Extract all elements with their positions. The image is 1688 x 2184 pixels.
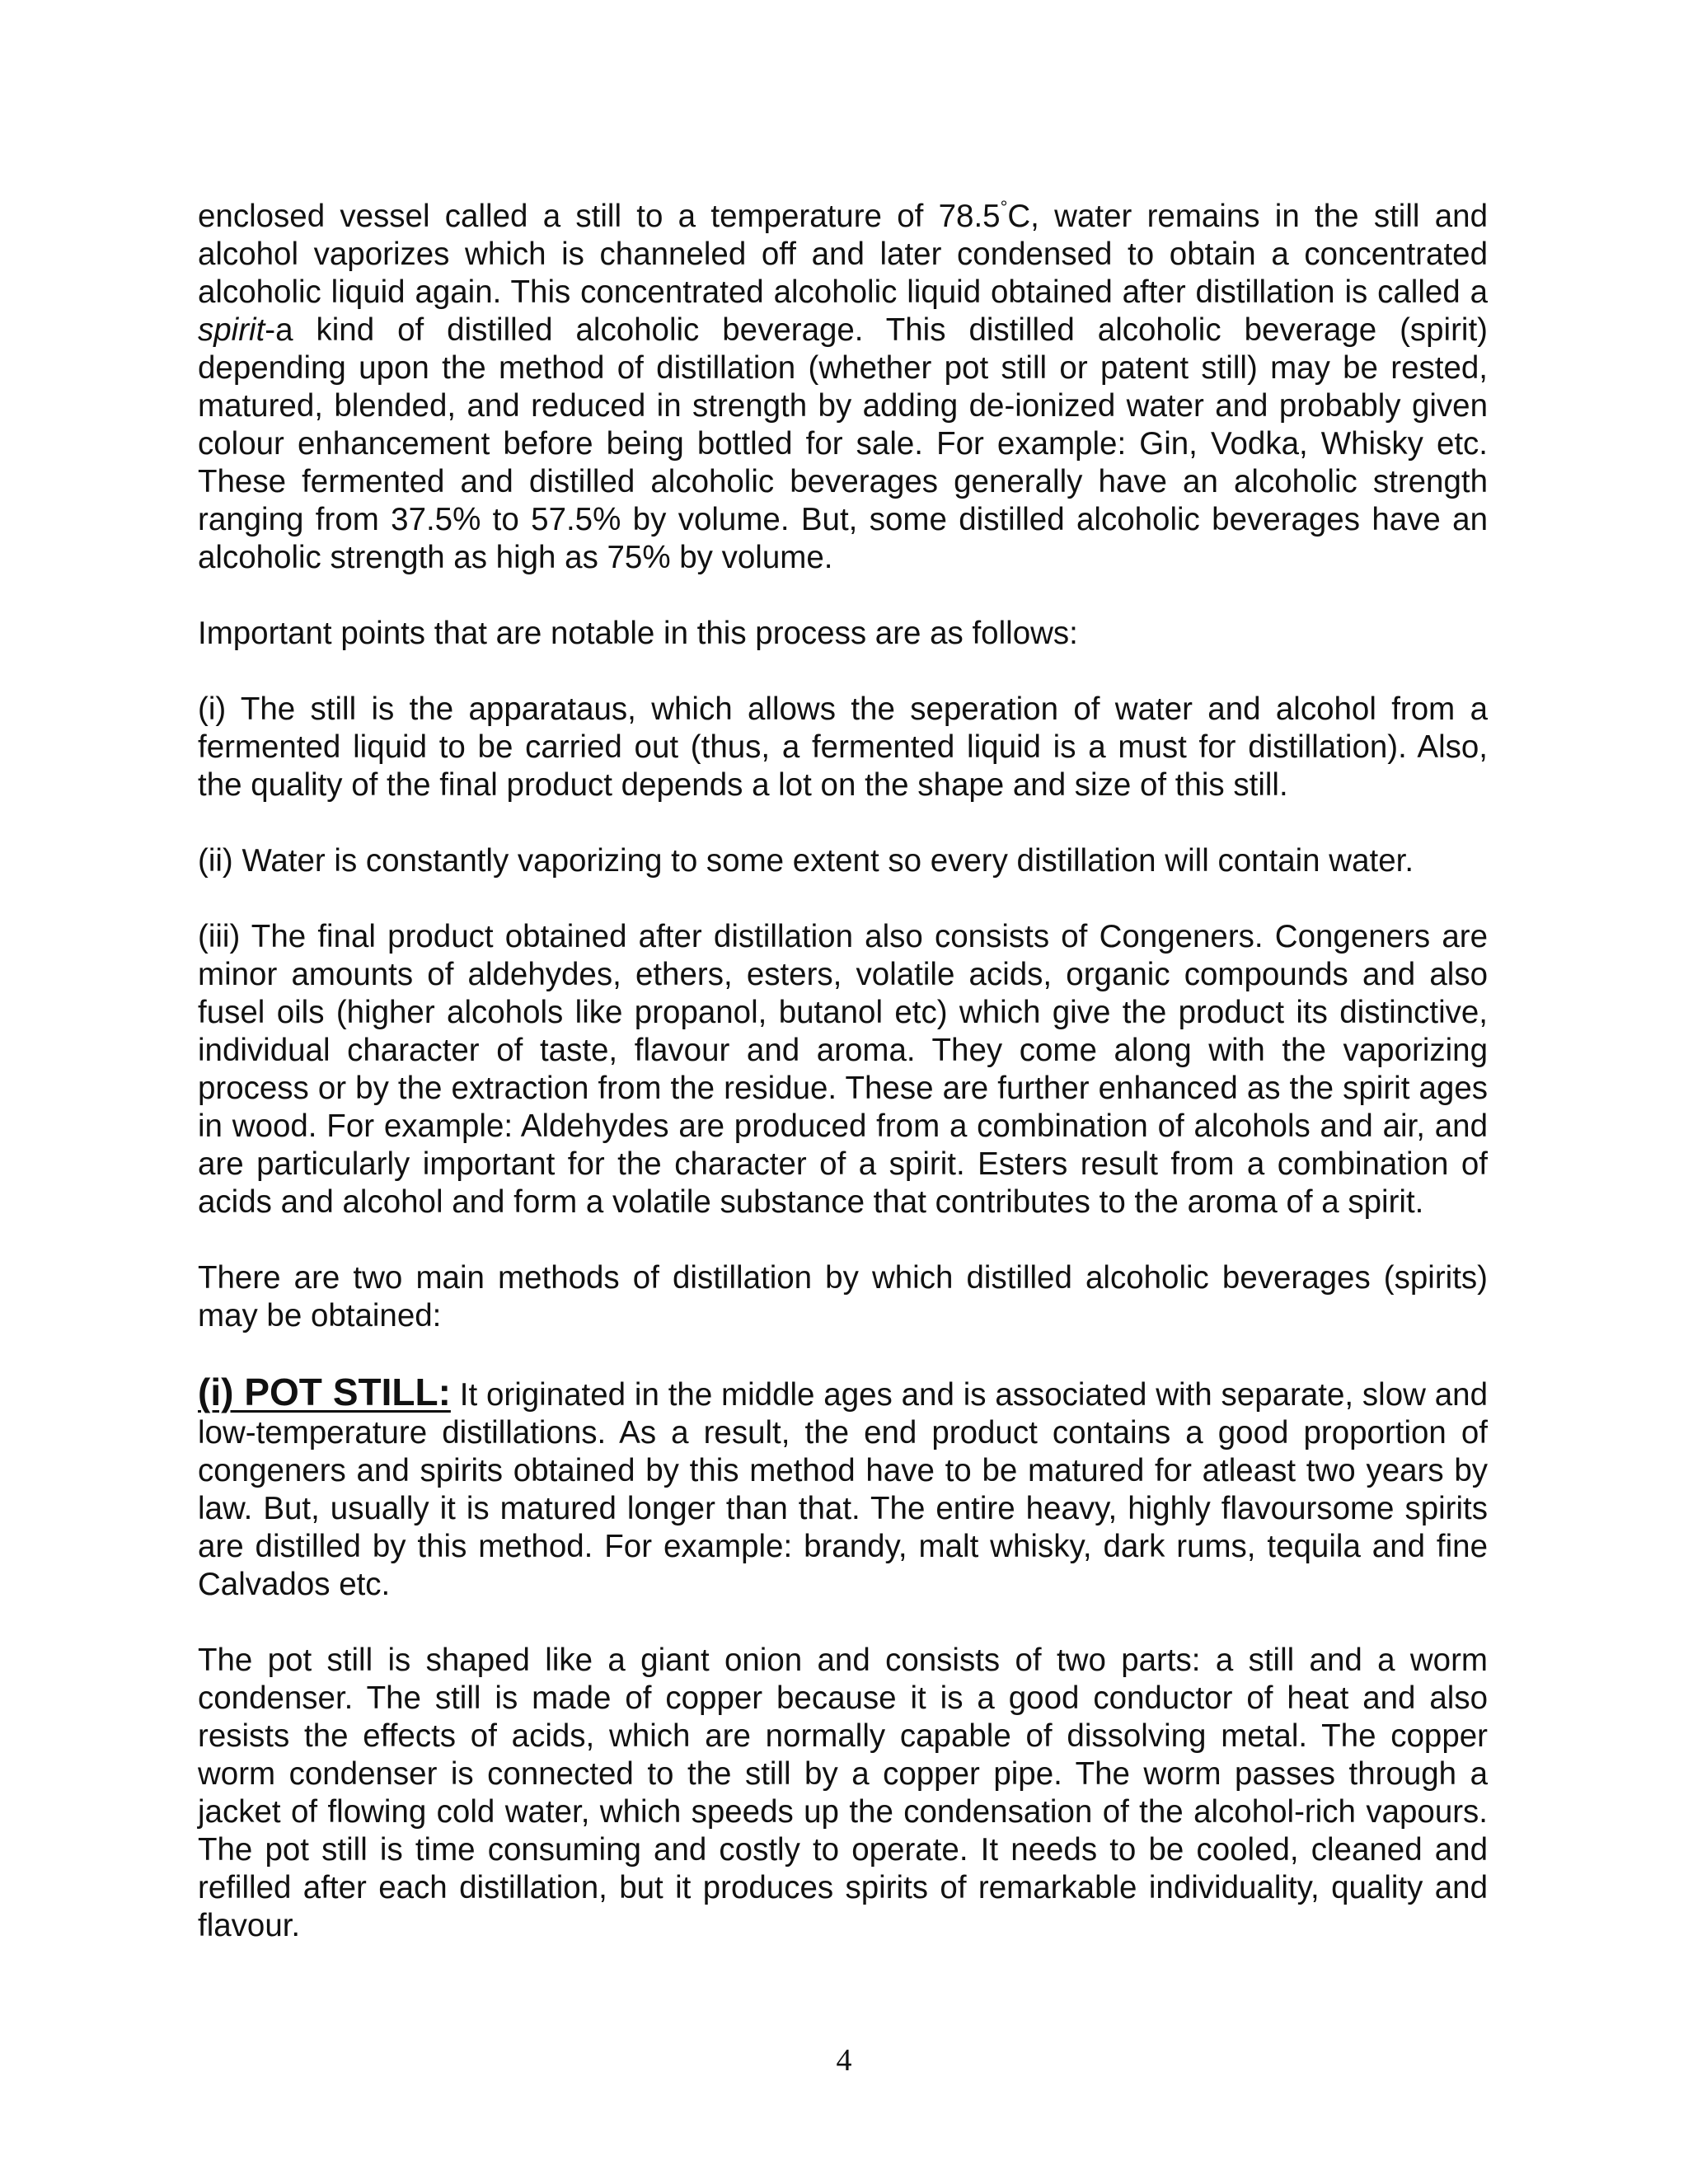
text-segment: It originated in the middle ages and is associated with separate, slow and low-temperature distillations. As a result, the end product contains a good proportion of congeners and spirits obtained by this method have to be matured for atleast two years by law. But, usually it is matured longer than that. The entire heavy, highly flavoursome spirits are distilled by this method. For example: brandy, malt whisky, dark rums, tequila and fine Calvados etc. <box>198 1377 1488 1602</box>
italic-term-spirit: spirit <box>198 312 265 348</box>
document-body <box>198 198 1488 1945</box>
paragraph-distillation-intro <box>198 198 1488 577</box>
paragraph-point-i: (i) The still is the apparataus, which allows the seperation of water and alcohol from a fermented liquid to be carried out (thus, a fermented liquid is a must for distillation). Also, the quality of the final product depends a lot on the shape and size of this still. <box>198 691 1488 803</box>
text-segment: C, water remains in the still and alcohol vaporizes which is channeled off and later condensed to obtain a concentrated alcoholic liquid again. This concentrated alcoholic liquid obtained after distillation is called a <box>198 199 1488 310</box>
paragraph-important-points: Important points that are notable in this process are as follows: <box>198 616 1078 651</box>
page-number: 4 <box>836 2043 852 2078</box>
paragraph-point-ii: (ii) Water is constantly vaporizing to some extent so every distillation will contain water. <box>198 843 1414 879</box>
paragraph-two-methods: There are two main methods of distillation by which distilled alcoholic beverages (spirits) may be obtained: <box>198 1260 1488 1333</box>
text-segment: -a kind of distilled alcoholic beverage. This distilled alcoholic beverage (spirit) depending upon the method of distillation (whether pot still or patent still) may be rested, matured, blended, and reduced in strength by adding de-ionized water and probably given colour enhancement before being bottled for sale. For example: Gin, Vodka, Whisky etc. These fermented and distilled alcoholic beverages generally have an alcoholic strength ranging from 37.5% to 57.5% by volume. But, some distilled alcoholic beverages have an alcoholic strength as high as 75% by volume. <box>198 312 1488 575</box>
section-heading-pot-still: (i) POT STILL: <box>198 1371 451 1413</box>
paragraph-pot-still-description: The pot still is shaped like a giant onion and consists of two parts: a still and a worm condenser. The still is made of copper because it is a good conductor of heat and also resists the effects of acids, which are normally capable of dissolving metal. The copper worm condenser is connected to the still by a copper pipe. The worm passes through a jacket of flowing cold water, which speeds up the condensation of the alcohol-rich vapours. The pot still is time consuming and costly to operate. It needs to be cooled, cleaned and refilled after each distillation, but it produces spirits of remarkable individuality, quality and flavour. <box>198 1643 1488 1943</box>
paragraph-point-iii-congeners: (iii) The final product obtained after distillation also consists of Congeners. Congeners are minor amounts of aldehydes, ethers, esters, volatile acids, organic compounds and also fusel oils (higher alcohols like propanol, butanol etc) which give the product its distinctive, individual character of taste, flavour and aroma. They come along with the vaporizing process or by the extraction from the residue. These are further enhanced as the spirit ages in wood. For example: Aldehydes are produced from a combination of alcohols and air, and are particularly important for the character of a spirit. Esters result from a combination of acids and alcohol and form a volatile substance that contributes to the aroma of a spirit. <box>198 919 1488 1220</box>
degree-symbol: ° <box>1000 197 1008 218</box>
text-segment: enclosed vessel called a still to a temperature of 78.5 <box>198 199 1001 234</box>
paragraph-pot-still <box>198 1373 1488 1604</box>
